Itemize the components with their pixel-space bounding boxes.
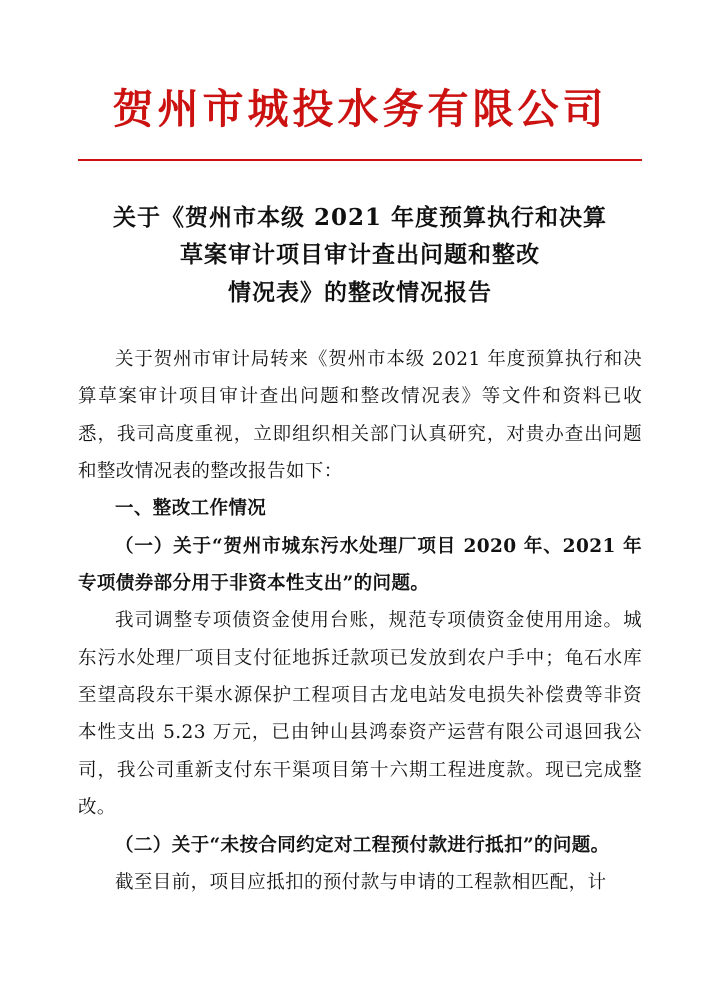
document-title-line-3: 情况表》的整改情况报告 xyxy=(228,278,492,306)
subsection-two-body: 截至目前，项目应抵扣的预付款与申请的工程款相匹配，计 xyxy=(115,871,607,893)
subsection-one-body: 我司调整专项债资金使用台账，规范专项债资金使用用途。城东污水处理厂项目支付征地拆迁款项已发放到农户手中；龟石水库至望高段东干渠水源保护工程项目古龙电站发电损失补偿费等非资本性支出 5.23 万元，已由钟山县鸿泰资产运营有限公司退回我公司，我公司重新支付东干渠项目第十六期工程进度款。现已完成整改。 xyxy=(78,610,642,819)
document-page xyxy=(0,86,720,1003)
document-title-line-1: 关于《贺州市本级 2021 年度预算执行和决算 xyxy=(112,204,608,232)
intro-paragraph: 关于贺州市审计局转来《贺州市本级 2021 年度预算执行和决算草案审计项目审计查出问题和整改情况表》等文件和资料已收悉，我司高度重视，立即组织相关部门认真研究，对贵办查出问题和整改情况表的整改报告如下： xyxy=(78,348,642,482)
document-title xyxy=(78,199,642,311)
subsection-heading-two: （二）关于“未按合同约定对工程预付款进行抵扣”的问题。 xyxy=(115,834,610,856)
document-body xyxy=(78,341,642,901)
document-title-line-2: 草案审计项目审计查出问题和整改 xyxy=(180,241,540,269)
company-letterhead: 贺州市城投水务有限公司 xyxy=(112,85,608,133)
section-heading-one: 一、整改工作情况 xyxy=(115,498,267,520)
letterhead-divider xyxy=(78,159,642,161)
subsection-heading-one: （一）关于“贺州市城东污水处理厂项目 2020 年、2021 年专项债券部分用于非资本性支出”的问题。 xyxy=(78,535,642,595)
